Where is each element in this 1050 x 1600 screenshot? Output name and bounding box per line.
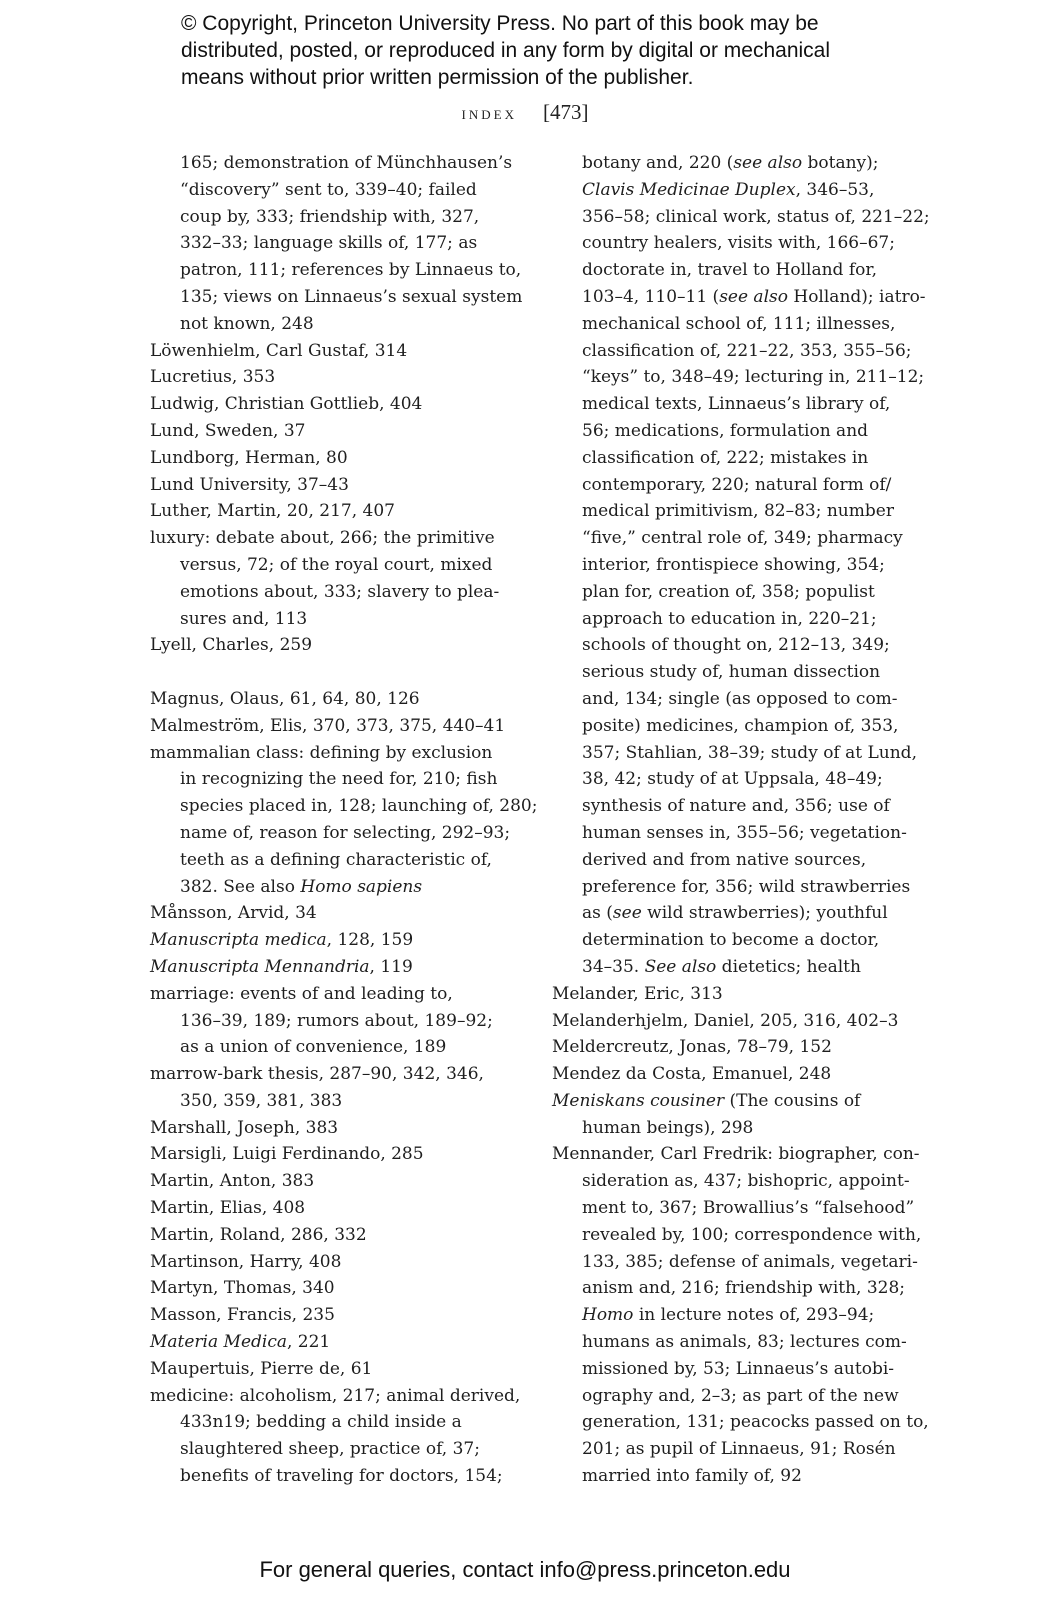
index-line: “discovery” sent to, 339–40; failed [180, 179, 477, 200]
index-line [552, 900, 952, 927]
index-entry: Marsigli, Luigi Ferdinando, 285 [150, 1144, 424, 1165]
index-line: ography and, 2–3; as part of the new [582, 1385, 899, 1406]
index-entry: Luther, Martin, 20, 217, 407 [150, 501, 395, 522]
index-text-italic: Materia Medica [150, 1332, 287, 1353]
index-text: 34–35. [582, 956, 645, 977]
index-text: , 119 [369, 956, 413, 977]
index-line: schools of thought on, 212–13, 349; [582, 635, 890, 656]
index-line: approach to education in, 220–21; [582, 608, 877, 629]
index-line: 357; Stahlian, 38–39; study of at Lund, [582, 742, 917, 763]
index-entry: Ludwig, Christian Gottlieb, 404 [150, 394, 423, 415]
index-line: interior, frontispiece showing, 354; [582, 554, 885, 575]
index-entry: Martyn, Thomas, 340 [150, 1278, 335, 1299]
letter-group-gap [150, 659, 550, 686]
index-line: determination to become a doctor, [582, 930, 880, 951]
index-text: , 221 [286, 1332, 331, 1353]
index-line: classification of, 221–22, 353, 355–56; [582, 340, 912, 361]
running-head [0, 100, 1050, 125]
index-line: contemporary, 220; natural form of/ [582, 474, 892, 495]
index-entry: Meldercreutz, Jonas, 78–79, 152 [552, 1037, 832, 1058]
index-text-italic: Meniskans cousiner [552, 1090, 725, 1111]
index-entry: Martin, Elias, 408 [150, 1198, 306, 1219]
index-entry: marriage: events of and leading to, [150, 983, 453, 1004]
copyright-line: © Copyright, Princeton University Press. No part of this book may be [181, 12, 819, 35]
index-text: wild strawberries); youthful [641, 903, 888, 924]
index-entry: Masson, Francis, 235 [150, 1305, 335, 1326]
index-line: species placed in, 128; launching of, 280; [180, 796, 538, 817]
index-entry: Maupertuis, Pierre de, 61 [150, 1358, 373, 1379]
index-text-italic: Clavis Medicinae Duplex [582, 179, 796, 200]
index-entry: luxury: debate about, 266; the primitive [150, 528, 495, 549]
index-line: name of, reason for selecting, 292–93; [180, 822, 511, 843]
index-entry: Lucretius, 353 [150, 367, 276, 388]
index-entry: medicine: alcoholism, 217; animal derived, [150, 1385, 521, 1406]
index-entry: Lundborg, Herman, 80 [150, 447, 348, 468]
index-line: country healers, visits with, 166–67; [582, 233, 895, 254]
index-line: 38, 42; study of at Uppsala, 48–49; [582, 769, 883, 790]
index-line: 201; as pupil of Linnaeus, 91; Rosén [582, 1439, 896, 1460]
index-entry: Mennander, Carl Fredrik: biographer, con- [552, 1144, 920, 1165]
index-line: and, 134; single (as opposed to com- [582, 688, 898, 709]
index-line: 133, 385; defense of animals, vegetari- [582, 1251, 918, 1272]
index-line: generation, 131; peacocks passed on to, [582, 1412, 929, 1433]
index-entry: Månsson, Arvid, 34 [150, 903, 317, 924]
index-text: botany and, 220 ( [582, 153, 734, 173]
index-entry: Lyell, Charles, 259 [150, 635, 313, 656]
index-line: mechanical school of, 111; illnesses, [582, 313, 896, 334]
index-column-left [150, 150, 550, 1490]
index-line [552, 150, 952, 177]
index-line: patron, 111; references by Linnaeus to, [180, 260, 522, 281]
index-line: sideration as, 437; bishopric, appoint- [582, 1171, 910, 1192]
index-entry: Melanderhjelm, Daniel, 205, 316, 402–3 [552, 1010, 899, 1031]
index-line: medical primitivism, 82–83; number [582, 501, 894, 522]
index-line: humans as animals, 83; lectures com- [582, 1332, 907, 1353]
index-column-right [552, 150, 952, 1490]
index-text-italic: see [612, 903, 642, 924]
index-line: plan for, creation of, 358; populist [582, 581, 875, 602]
index-entry: mammalian class: defining by exclusion [150, 742, 493, 763]
index-line: derived and from native sources, [582, 849, 867, 870]
copyright-line: distributed, posted, or reproduced in any form by digital or mechanical [181, 39, 831, 62]
index-line [552, 177, 952, 204]
index-line [552, 954, 952, 981]
index-entry: Löwenhielm, Carl Gustaf, 314 [150, 340, 408, 361]
index-entry: Martin, Roland, 286, 332 [150, 1224, 367, 1245]
index-text-italic: Homo sapiens [300, 876, 423, 897]
index-line: 350, 359, 381, 383 [180, 1090, 343, 1111]
index-entry: Melander, Eric, 313 [552, 983, 723, 1004]
index-text-italic: see also [733, 153, 803, 173]
index-text: Holland); iatro- [787, 286, 926, 307]
index-text-italic: Manuscripta medica [150, 930, 327, 951]
index-line: teeth as a defining characteristic of, [180, 849, 492, 870]
index-text: in lecture notes of, 293–94; [633, 1305, 875, 1326]
index-line: in recognizing the need for, 210; fish [180, 769, 498, 790]
index-line: posite) medicines, champion of, 353, [582, 715, 899, 736]
copyright-notice [181, 10, 901, 91]
index-line: 136–39, 189; rumors about, 189–92; [180, 1010, 493, 1031]
index-line: medical texts, Linnaeus’s library of, [582, 394, 891, 415]
index-entry: Martinson, Harry, 408 [150, 1251, 342, 1272]
index-line: 332–33; language skills of, 177; as [180, 233, 478, 254]
index-text: as ( [582, 903, 613, 924]
index-line: classification of, 222; mistakes in [582, 447, 869, 468]
index-line: sures and, 113 [180, 608, 308, 629]
index-text-italic: Homo [582, 1305, 634, 1326]
index-text: (The cousins of [724, 1090, 861, 1111]
index-text: 382. See also [180, 876, 301, 897]
index-entry [552, 1088, 952, 1115]
index-line: coup by, 333; friendship with, 327, [180, 206, 480, 227]
index-line: serious study of, human dissection [582, 662, 881, 683]
index-text-italic: Manuscripta Mennandria [150, 956, 370, 977]
index-line: as a union of convenience, 189 [180, 1037, 447, 1058]
index-line: ment to, 367; Browallius’s “falsehood” [582, 1198, 915, 1219]
page-number: [473] [542, 100, 589, 124]
footer-contact: For general queries, contact info@press.princeton.edu [259, 1557, 791, 1582]
index-entry: Malmeström, Elis, 370, 373, 375, 440–41 [150, 715, 506, 736]
index-text: , 128, 159 [326, 930, 414, 951]
index-line: revealed by, 100; correspondence with, [582, 1224, 922, 1245]
index-line: emotions about, 333; slavery to plea- [180, 581, 500, 602]
index-line: missioned by, 53; Linnaeus’s autobi- [582, 1358, 895, 1379]
running-head-title: index [461, 103, 517, 124]
index-line: “keys” to, 348–49; lecturing in, 211–12; [582, 367, 925, 388]
index-entry: Mendez da Costa, Emanuel, 248 [552, 1064, 832, 1085]
copyright-line: means without prior written permission of the publisher. [181, 66, 694, 89]
index-entry: Marshall, Joseph, 383 [150, 1117, 339, 1138]
index-line: human senses in, 355–56; vegetation- [582, 822, 907, 843]
index-text-italic: See also [644, 956, 717, 977]
index-entry: Martin, Anton, 383 [150, 1171, 315, 1192]
index-text-italic: see also [719, 286, 788, 307]
index-line [150, 874, 550, 901]
index-line: 356–58; clinical work, status of, 221–22; [582, 206, 930, 227]
index-line [552, 1302, 952, 1329]
index-text: , 346–53, [795, 179, 875, 200]
index-entry: Lund, Sweden, 37 [150, 420, 306, 441]
index-entry: marrow-bark thesis, 287–90, 342, 346, [150, 1064, 484, 1085]
index-entry: Magnus, Olaus, 61, 64, 80, 126 [150, 688, 420, 709]
index-line: not known, 248 [180, 313, 314, 334]
index-line: doctorate in, travel to Holland for, [582, 260, 878, 281]
index-line: preference for, 356; wild strawberries [582, 876, 911, 897]
index-entry: Lund University, 37–43 [150, 474, 349, 495]
index-line: 135; views on Linnaeus’s sexual system [180, 286, 523, 307]
index-entry [150, 954, 550, 981]
index-line: 165; demonstration of Münchhausen’s [180, 153, 513, 173]
index-line: human beings), 298 [582, 1117, 754, 1138]
index-text: dietetics; health [716, 956, 861, 977]
index-line: 433n19; bedding a child inside a [180, 1412, 462, 1433]
index-line: anism and, 216; friendship with, 328; [582, 1278, 906, 1299]
index-line: benefits of traveling for doctors, 154; [180, 1466, 503, 1487]
index-line: synthesis of nature and, 356; use of [582, 796, 890, 817]
index-line: 56; medications, formulation and [582, 420, 869, 441]
index-text: 103–4, 110–11 ( [582, 286, 720, 307]
index-line [552, 284, 952, 311]
index-entry [150, 927, 550, 954]
index-text: botany); [802, 153, 879, 173]
index-entry [150, 1329, 550, 1356]
index-line: slaughtered sheep, practice of, 37; [180, 1439, 480, 1460]
index-line: married into family of, 92 [582, 1466, 802, 1487]
index-line: versus, 72; of the royal court, mixed [180, 554, 493, 575]
index-line: “five,” central role of, 349; pharmacy [582, 528, 903, 549]
